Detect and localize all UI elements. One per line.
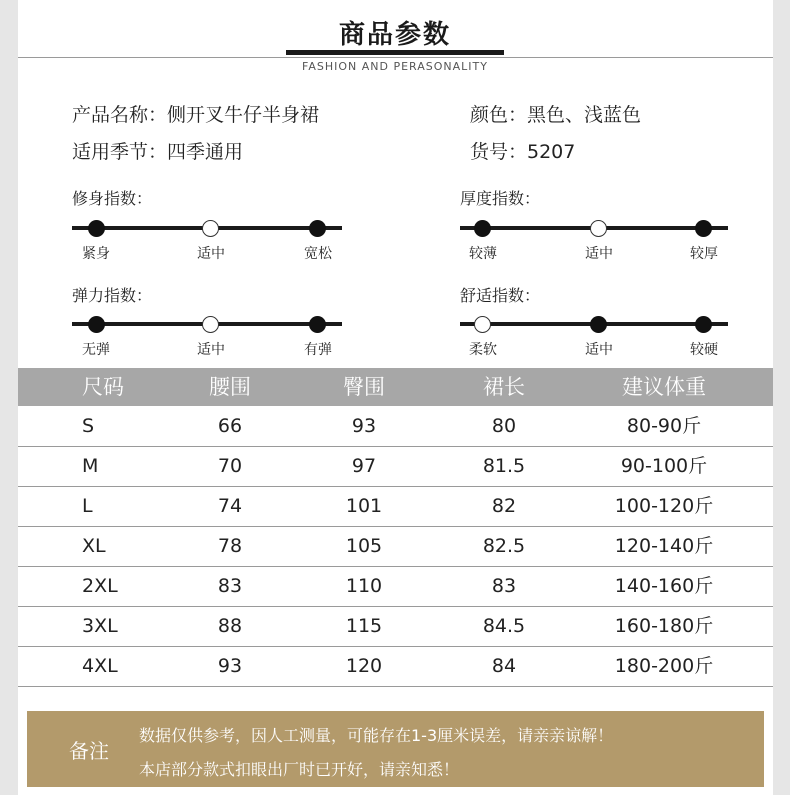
cell-length: 83 bbox=[491, 575, 517, 597]
cell-hip: 101 bbox=[345, 495, 383, 517]
cell-size: 3XL bbox=[82, 615, 118, 637]
cell-length: 80 bbox=[491, 415, 517, 437]
cell-size: L bbox=[82, 495, 93, 517]
product-name: 产品名称：侧开叉牛仔半身裙 bbox=[72, 104, 320, 126]
cell-hip: 110 bbox=[345, 575, 383, 597]
header-hip: 臀围 bbox=[343, 375, 385, 399]
cell-size: 4XL bbox=[82, 655, 118, 677]
cell-weight: 180-200斤 bbox=[614, 655, 714, 677]
cell-waist: 74 bbox=[217, 495, 243, 517]
index-dot bbox=[474, 316, 491, 333]
cell-waist: 88 bbox=[217, 615, 243, 637]
cell-weight: 120-140斤 bbox=[614, 535, 714, 557]
title-underline-bar bbox=[286, 50, 504, 55]
index-tick-label: 适中 bbox=[585, 246, 613, 262]
header-length: 裙长 bbox=[483, 375, 525, 399]
index-dot bbox=[88, 220, 105, 237]
cell-hip: 115 bbox=[345, 615, 383, 637]
title-divider bbox=[18, 57, 773, 58]
cell-waist: 70 bbox=[217, 455, 243, 477]
cell-size: 2XL bbox=[82, 575, 118, 597]
note-label: 备注 bbox=[69, 739, 109, 763]
cell-waist: 66 bbox=[217, 415, 243, 437]
index-dot bbox=[202, 220, 219, 237]
cell-weight: 80-90斤 bbox=[626, 415, 702, 437]
index-tick-label: 适中 bbox=[197, 246, 225, 262]
cell-length: 82 bbox=[491, 495, 517, 517]
cell-hip: 97 bbox=[351, 455, 377, 477]
index-tick-label: 紧身 bbox=[82, 246, 110, 262]
cell-size: M bbox=[82, 455, 99, 477]
index-tick-label: 适中 bbox=[197, 342, 225, 358]
header-size: 尺码 bbox=[82, 375, 124, 399]
index-tick-label: 适中 bbox=[585, 342, 613, 358]
note-box bbox=[27, 711, 764, 787]
note-line: 数据仅供参考，因人工测量，可能存在1-3厘米误差，请亲亲谅解！ bbox=[139, 726, 614, 745]
index-tick-label: 有弹 bbox=[304, 342, 332, 358]
cell-length: 82.5 bbox=[482, 535, 526, 557]
product-sku: 货号：5207 bbox=[470, 141, 576, 163]
index-label: 修身指数： bbox=[72, 189, 153, 208]
index-tick-label: 较厚 bbox=[690, 246, 718, 262]
cell-weight: 100-120斤 bbox=[614, 495, 714, 517]
index-dot bbox=[590, 316, 607, 333]
index-label: 厚度指数： bbox=[460, 189, 541, 208]
index-tick-label: 宽松 bbox=[304, 246, 332, 262]
cell-length: 84.5 bbox=[482, 615, 526, 637]
index-tick-label: 较硬 bbox=[690, 342, 718, 358]
cell-length: 84 bbox=[491, 655, 517, 677]
index-label: 弹力指数： bbox=[72, 286, 153, 305]
table-row bbox=[18, 566, 773, 607]
index-tick-label: 柔软 bbox=[469, 342, 497, 358]
index-dot bbox=[590, 220, 607, 237]
index-dot bbox=[309, 316, 326, 333]
index-dot bbox=[474, 220, 491, 237]
cell-waist: 93 bbox=[217, 655, 243, 677]
index-dot bbox=[695, 316, 712, 333]
index-tick-label: 较薄 bbox=[469, 246, 497, 262]
cell-size: XL bbox=[82, 535, 106, 557]
note-line: 本店部分款式扣眼出厂时已开好，请亲知悉！ bbox=[139, 760, 460, 779]
table-row bbox=[18, 406, 773, 447]
page-title: 商品参数 bbox=[338, 20, 451, 50]
index-tick-label: 无弹 bbox=[82, 342, 110, 358]
table-row bbox=[18, 646, 773, 687]
cell-length: 81.5 bbox=[482, 455, 526, 477]
index-label: 舒适指数： bbox=[460, 286, 541, 305]
cell-waist: 78 bbox=[217, 535, 243, 557]
header-waist: 腰围 bbox=[209, 375, 251, 399]
cell-weight: 140-160斤 bbox=[614, 575, 714, 597]
cell-hip: 105 bbox=[345, 535, 383, 557]
cell-waist: 83 bbox=[217, 575, 243, 597]
page-subtitle: FASHION AND PERASONALITY bbox=[302, 60, 488, 73]
table-row bbox=[18, 526, 773, 567]
index-dot bbox=[88, 316, 105, 333]
product-season: 适用季节：四季通用 bbox=[72, 141, 244, 163]
table-row bbox=[18, 446, 773, 487]
cell-hip: 120 bbox=[345, 655, 383, 677]
table-row bbox=[18, 606, 773, 647]
product-color: 颜色：黑色、浅蓝色 bbox=[470, 104, 642, 126]
cell-weight: 90-100斤 bbox=[620, 455, 708, 477]
index-dot bbox=[309, 220, 326, 237]
cell-weight: 160-180斤 bbox=[614, 615, 714, 637]
table-row bbox=[18, 486, 773, 527]
header-weight: 建议体重 bbox=[622, 375, 706, 399]
index-dot bbox=[695, 220, 712, 237]
index-dot bbox=[202, 316, 219, 333]
table-header bbox=[18, 368, 773, 406]
cell-hip: 93 bbox=[351, 415, 377, 437]
cell-size: S bbox=[82, 415, 95, 437]
